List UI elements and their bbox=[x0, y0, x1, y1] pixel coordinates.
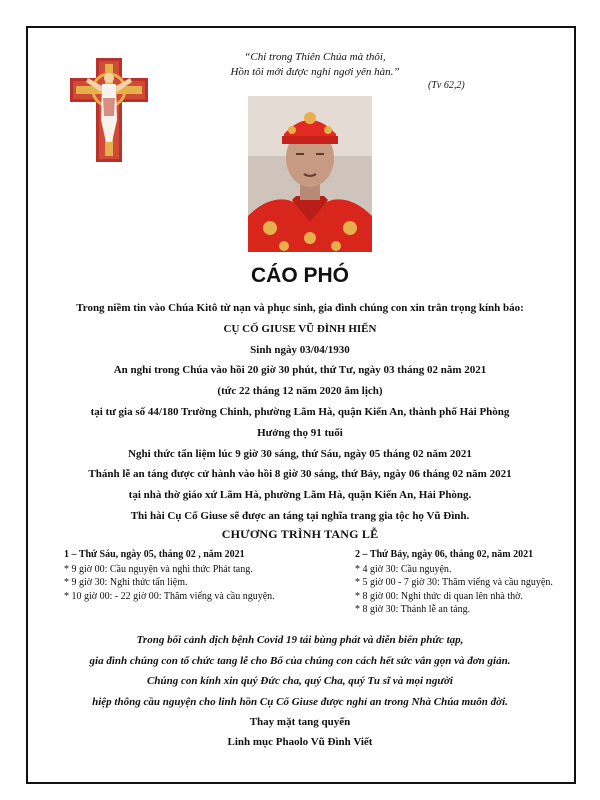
closing-line: gia đình chúng con tổ chức tang lễ cho Bố của chúng con cách hết sức vắn gọn và đơn giản. bbox=[89, 654, 511, 667]
program-item: * 10 giờ 00: - 22 giờ 00: Thăm viếng và cầu nguyện. bbox=[64, 590, 275, 602]
signature-title: Thay mặt tang quyến bbox=[249, 716, 351, 728]
age: Hưởng thọ 91 tuổi bbox=[257, 426, 343, 439]
program-item: * 9 giờ 00: Cầu nguyện và nghi thức Phát tang. bbox=[64, 563, 253, 575]
day-2-heading: 2 – Thứ Bảy, ngày 06, tháng 02, năm 2021 bbox=[355, 549, 534, 560]
announcement-line: Trong niềm tin vào Chúa Kitô từ nạn và phục sinh, gia đình chúng con xin trân trọng kính báo: bbox=[76, 302, 524, 314]
program-item: * 4 giờ 30: Cầu nguyện. bbox=[355, 563, 452, 575]
day-1-heading: 1 – Thứ Sáu, ngày 05, tháng 02 , năm 2021 bbox=[64, 549, 245, 560]
closing-line: Trong bối cảnh dịch bệnh Covid 19 tái bùng phát và diễn biến phức tạp, bbox=[136, 634, 464, 646]
burial-info: Thi hài Cụ Cố Giuse sẽ được an táng tại nghĩa trang gia tộc họ Vũ Đình. bbox=[130, 509, 470, 522]
church-location: tại nhà thờ giáo xứ Lãm Hà, phường Lãm Hà, quận Kiến An, Hải Phòng. bbox=[128, 489, 472, 502]
death-date: An nghỉ trong Chúa vào hồi 20 giờ 30 phút, thứ Tư, ngày 03 tháng 02 năm 2021 bbox=[113, 364, 487, 377]
lunar-date: (tức 22 tháng 12 năm 2020 âm lịch) bbox=[217, 385, 383, 398]
program-item: * 8 giờ 00: Nghi thức di quan lên nhà thờ. bbox=[355, 590, 523, 602]
portrait-photo bbox=[248, 96, 372, 252]
quote-line-2: Hồn tôi mới được nghỉ ngơi yên hàn.” bbox=[230, 66, 400, 78]
signature-name: Linh mục Phaolo Vũ Đình Viết bbox=[227, 736, 373, 748]
scripture-quote bbox=[160, 50, 470, 80]
birth-date: Sinh ngày 03/04/1930 bbox=[250, 343, 350, 356]
crucifix-icon bbox=[70, 58, 148, 162]
program-item: * 9 giờ 30: Nghi thức tẩn liệm. bbox=[64, 577, 188, 588]
program-day-2 bbox=[355, 548, 555, 617]
funeral-mass: Thánh lễ an táng được cử hành vào hồi 8 giờ 30 sáng, thứ Bảy, ngày 06 tháng 02 năm 2021 bbox=[88, 468, 512, 481]
page-title: CÁO PHÓ bbox=[250, 264, 349, 287]
closing-line: Chúng con kính xin quý Đức cha, quý Cha, quý Tu sĩ và mọi người bbox=[147, 675, 453, 687]
quote-line-1: “Chỉ trong Thiên Chúa mà thôi, bbox=[244, 51, 386, 63]
program-item: * 5 giờ 00 - 7 giờ 30: Thăm viếng và cầu nguyện. bbox=[355, 577, 553, 588]
program-item: * 8 giờ 30: Thánh lễ an táng. bbox=[355, 604, 471, 615]
shroud-ritual: Nghi thức tẩn liệm lúc 9 giờ 30 sáng, thứ Sáu, ngày 05 tháng 02 năm 2021 bbox=[128, 447, 472, 460]
program-day-1 bbox=[64, 548, 286, 603]
home-address: tại tư gia số 44/180 Trường Chinh, phường Lãm Hà, quận Kiến An, thành phố Hải Phòng bbox=[90, 405, 510, 418]
closing-line: hiệp thông cầu nguyện cho linh hồn Cụ Cố Giuse được nghỉ an trong Nhà Chúa muôn đời. bbox=[92, 695, 508, 708]
deceased-name: CỤ CỐ GIUSE VŨ ĐÌNH HIẾN bbox=[223, 322, 377, 335]
program-title: CHƯƠNG TRÌNH TANG LỄ bbox=[221, 527, 379, 541]
announcement-block bbox=[40, 298, 560, 527]
closing-message bbox=[40, 630, 560, 712]
scripture-reference: (Tv 62,2) bbox=[428, 80, 465, 91]
signature-block bbox=[0, 712, 600, 752]
